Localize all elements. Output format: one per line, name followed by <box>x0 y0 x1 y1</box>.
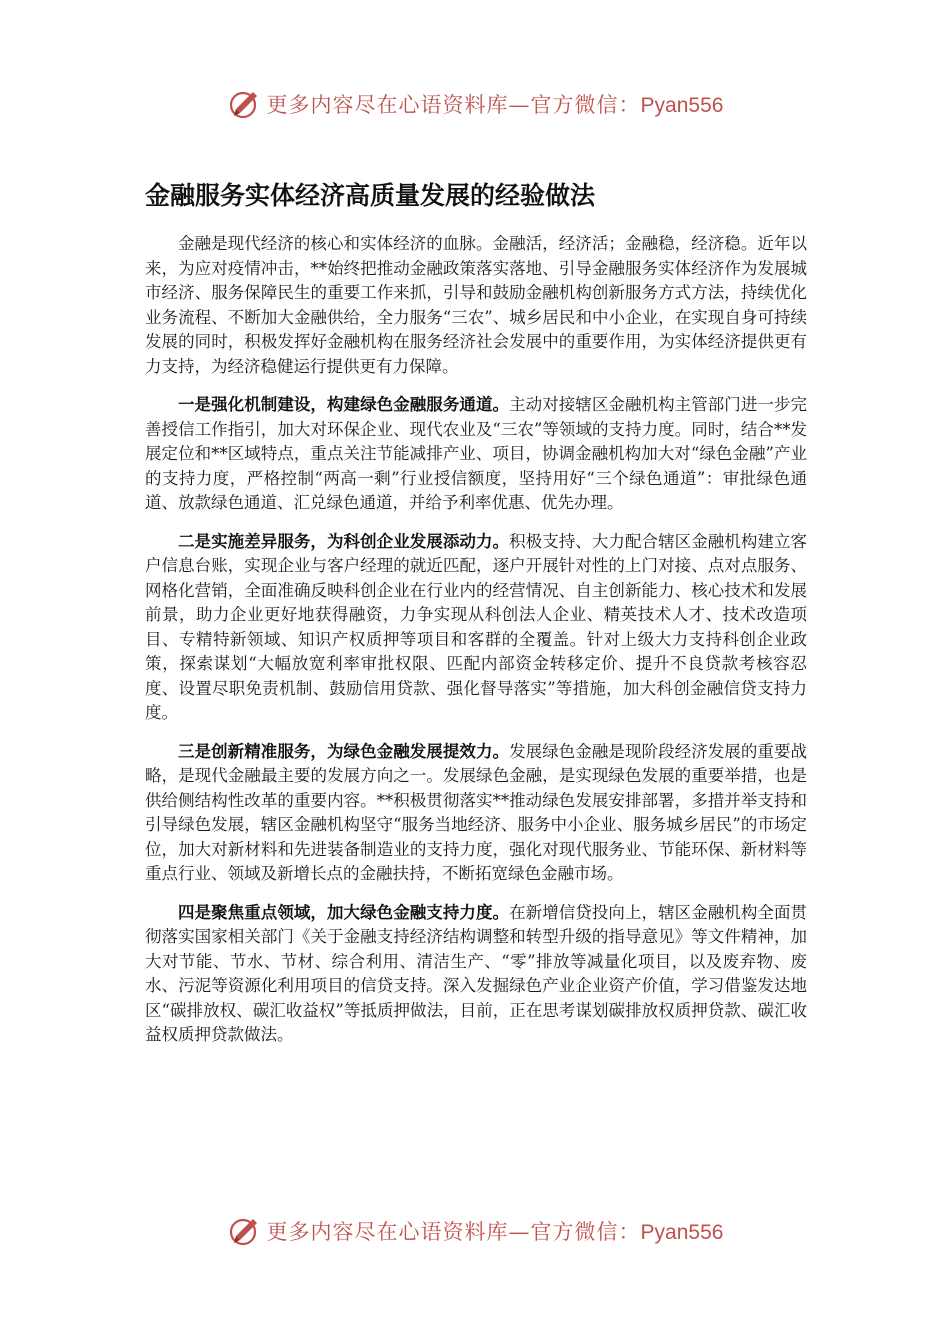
paragraph-intro: 金融是现代经济的核心和实体经济的血脉。金融活，经济活；金融稳，经济稳。近年以来，为应对疫情冲击，**始终把推动金融政策落实落地、引导金融服务实体经济作为发展城市经济、服务保障民生的重要工作来抓，引导和鼓励金融机构创新服务方式方法，持续优化业务流程、不断加大金融供给，全力服务“三农”、城乡居民和中小企业，在实现自身可持续发展的同时，积极发挥好金融机构在服务经济社会发展中的重要作用，为实体经济提供更有力支持，为经济稳健运行提供更有力保障。 <box>145 234 807 376</box>
paragraph-lead: 四是聚焦重点领域，加大绿色金融支持力度。 <box>178 902 510 922</box>
document-body <box>145 232 807 1062</box>
pen-logo-icon <box>227 1214 261 1248</box>
pen-logo-icon <box>227 87 261 121</box>
watermark-text: 更多内容尽在心语资料库—官方微信：Pyan556 <box>266 93 724 117</box>
footer-watermark <box>0 1211 950 1251</box>
paragraph-1: 一是强化机制建设，构建绿色金融服务通道。主动对接辖区金融机构主管部门进一步完善授信工作指引，加大对环保企业、现代农业及“三农”等领域的支持力度。同时，结合**发展定位和**区域特点，重点关注节能减排产业、项目，协调金融机构加大对“绿色金融”产业的支持力度，严格控制“两高一剩”行业授信额度，坚持用好“三个绿色通道”：审批绿色通道、放款绿色通道、汇兑绿色通道，并给予利率优惠、优先办理。 <box>145 395 808 512</box>
paragraph-lead: 三是创新精准服务，为绿色金融发展提效力。 <box>178 741 510 761</box>
paragraph-lead: 二是实施差异服务，为科创企业发展添动力。 <box>178 531 510 551</box>
paragraph-2: 二是实施差异服务，为科创企业发展添动力。积极支持、大力配合辖区金融机构建立客户信息台账，实现企业与客户经理的就近匹配，逐户开展针对性的上门对接、点对点服务、网格化营销，全面准确反映科创企业在行业内的经营情况、自主创新能力、核心技术和发展前景，助力企业更好地获得融资，力争实现从科创法人企业、精英技术人才、技术改造项目、专精特新领域、知识产权质押等项目和客群的全覆盖。针对上级大力支持科创企业政策，探索谋划“大幅放宽利率审批权限、匹配内部资金转移定价、提升不良贷款考核容忍度、设置尽职免责机制、鼓励信用贷款、强化督导落实”等措施，加大科创金融信贷支持力度。 <box>145 531 808 722</box>
document-title: 金融服务实体经济高质量发展的经验做法 <box>145 181 596 210</box>
paragraph-4: 四是聚焦重点领域，加大绿色金融支持力度。在新增信贷投向上，辖区金融机构全面贯彻落实国家相关部门《关于金融支持经济结构调整和转型升级的指导意见》等文件精神，加大对节能、节水、节材、综合利用、清洁生产、“零”排放等减量化项目，以及废弃物、废水、污泥等资源化利用项目的信贷支持。深入发掘绿色产业企业资产价值，学习借鉴发达地区“碳排放权、碳汇收益权”等抵质押做法，目前，正在思考谋划碳排放权质押贷款、碳汇收益权质押贷款做法。 <box>145 902 808 1044</box>
header-watermark <box>0 84 950 124</box>
watermark-text: 更多内容尽在心语资料库—官方微信：Pyan556 <box>266 1220 724 1244</box>
paragraph-lead: 一是强化机制建设，构建绿色金融服务通道。 <box>178 395 510 414</box>
paragraph-3: 三是创新精准服务，为绿色金融发展提效力。发展绿色金融是现阶段经济发展的重要战略，是现代金融最主要的发展方向之一。发展绿色金融，是实现绿色发展的重要举措，也是供给侧结构性改革的重要内容。**积极贯彻落实**推动绿色发展安排部署，多措并举支持和引导绿色发展，辖区金融机构坚守“服务当地经济、服务中小企业、服务城乡居民”的市场定位，加大对新材料和先进装备制造业的支持力度，强化对现代服务业、节能环保、新材料等重点行业、领域及新增长点的金融扶持，不断拓宽绿色金融市场。 <box>145 741 808 883</box>
